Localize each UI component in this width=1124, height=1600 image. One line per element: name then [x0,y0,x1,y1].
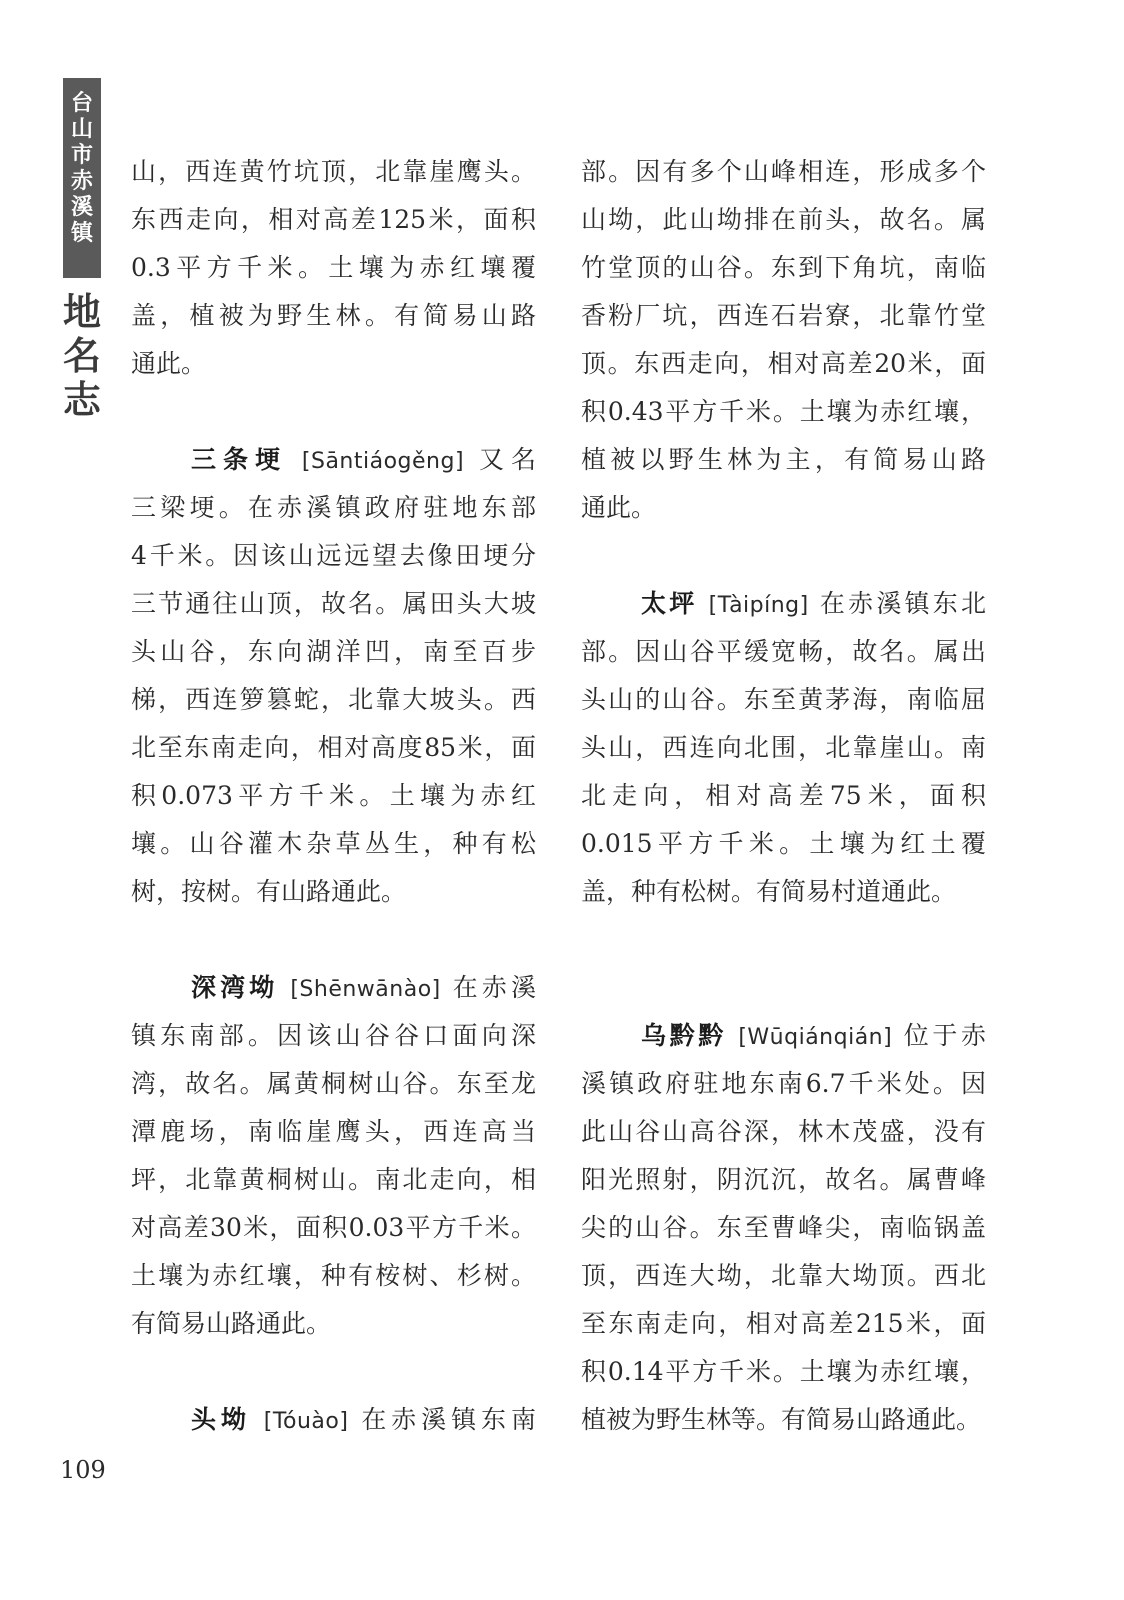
entry-heading-line [581,580,986,628]
text-line: 积0.43平方千米。土壤为赤红壤， [581,397,986,426]
series-char: 台 [70,90,93,116]
entry-term: 乌黔黔 [641,1021,727,1050]
series-char: 市 [70,142,93,168]
entry-first-text: 在赤溪 [452,973,536,1002]
text-line: 通此。 [131,349,207,378]
text-line: 积0.073平方千米。土壤为赤红 [131,781,536,810]
book-title-label [60,290,104,422]
text-line: 顶。东西走向，相对高差20米，面 [581,349,986,378]
entry-pinyin: [Wūqiánqián] [738,1025,893,1050]
text-line: 竹堂顶的山谷。东到下角坑，南临 [581,253,986,282]
text-line: 阳光照射，阴沉沉，故名。属曹峰 [581,1165,986,1194]
text-line: 0.015平方千米。土壤为红土覆 [581,829,986,858]
text-line: 至东南走向，相对高差215米，面 [581,1309,986,1338]
text-line: 盖，种有松树。有简易村道通此。 [581,877,957,906]
text-line: 植被为野生林等。有简易山路通此。 [581,1405,982,1434]
text-line: 此山谷山高谷深，林木茂盛，没有 [581,1117,986,1146]
text-line: 对高差30米，面积0.03平方千米。 [131,1213,536,1242]
text-line: 顶，西连大坳，北靠大坳顶。西北 [581,1261,986,1290]
text-line: 植被以野生林为主，有简易山路 [581,445,986,474]
entry-heading-line [131,436,536,484]
page-number: 109 [60,1456,106,1484]
series-char: 镇 [70,220,93,246]
text-line: 部。因山谷平缓宽畅，故名。属出 [581,637,986,666]
entry-heading-line [131,1396,536,1444]
entry-term: 太坪 [641,589,698,618]
entry-first-text: 位于赤 [903,1021,986,1050]
text-line: 三梁埂。在赤溪镇政府驻地东部 [131,493,536,522]
left-column [131,148,536,1444]
text-line: 三节通往山顶，故名。属田头大坡 [131,589,536,618]
text-line: 头山的山谷。东至黄茅海，南临屈 [581,685,986,714]
series-char: 山 [70,116,93,142]
text-line: 湾，故名。属黄桐树山谷。东至龙 [131,1069,536,1098]
text-line: 部。因有多个山峰相连，形成多个 [581,157,986,186]
book-series-label [63,90,101,246]
series-char: 赤 [70,168,93,194]
text-line: 北走向，相对高差75米，面积 [581,781,986,810]
entry-first-text: 又名 [479,445,536,474]
text-line: 梯，西连箩篡蛇，北靠大坡头。西 [131,685,536,714]
text-line: 镇东南部。因该山谷谷口面向深 [131,1021,536,1050]
title-char: 名 [62,334,101,378]
title-char: 志 [62,378,101,422]
entry-pinyin: [Tàipíng] [708,593,809,618]
text-line: 通此。 [581,493,657,522]
text-line: 潭鹿场，南临崖鹰头，西连高当 [131,1117,536,1146]
entry-first-text: 在赤溪镇东北 [819,589,986,618]
entry-pinyin: [Sāntiáogěng] [301,449,465,474]
right-column [581,148,986,1444]
text-line: 有简易山路通此。 [131,1309,332,1338]
text-line: 0.3平方千米。土壤为赤红壤覆 [131,253,536,282]
text-line: 坪，北靠黄桐树山。南北走向，相 [131,1165,536,1194]
entry-heading-line [131,964,536,1012]
text-line: 4千米。因该山远远望去像田埂分 [131,541,536,570]
text-line: 溪镇政府驻地东南6.7千米处。因 [581,1069,986,1098]
title-char: 地 [62,290,101,334]
text-line: 头山谷，东向湖洋凹，南至百步 [131,637,536,666]
entry-term: 深湾坳 [191,973,279,1002]
text-line: 山，西连黄竹坑顶，北靠崖鹰头。 [131,157,536,186]
entry-pinyin: [Tóuào] [263,1409,349,1434]
series-char: 溪 [70,194,93,220]
entry-pinyin: [Shēnwānào] [290,977,441,1002]
entry-term: 头坳 [191,1405,251,1434]
entry-first-text: 在赤溪镇东南 [361,1405,536,1434]
text-line: 东西走向，相对高差125米，面积 [131,205,536,234]
entry-heading-line [581,1012,986,1060]
text-line: 北至东南走向，相对高度85米，面 [131,733,536,762]
text-line: 盖，植被为野生林。有简易山路 [131,301,536,330]
entry-term: 三条埂 [191,445,287,474]
sidebar-band [63,78,101,278]
text-line: 尖的山谷。东至曹峰尖，南临锅盖 [581,1213,986,1242]
text-line: 积0.14平方千米。土壤为赤红壤， [581,1357,986,1386]
text-line: 树，按树。有山路通此。 [131,877,407,906]
text-line: 土壤为赤红壤，种有桉树、杉树。 [131,1261,536,1290]
text-line: 香粉厂坑，西连石岩寮，北靠竹堂 [581,301,986,330]
text-line: 壤。山谷灌木杂草丛生，种有松 [131,829,536,858]
text-line: 山坳，此山坳排在前头，故名。属 [581,205,986,234]
text-line: 头山，西连向北围，北靠崖山。南 [581,733,986,762]
